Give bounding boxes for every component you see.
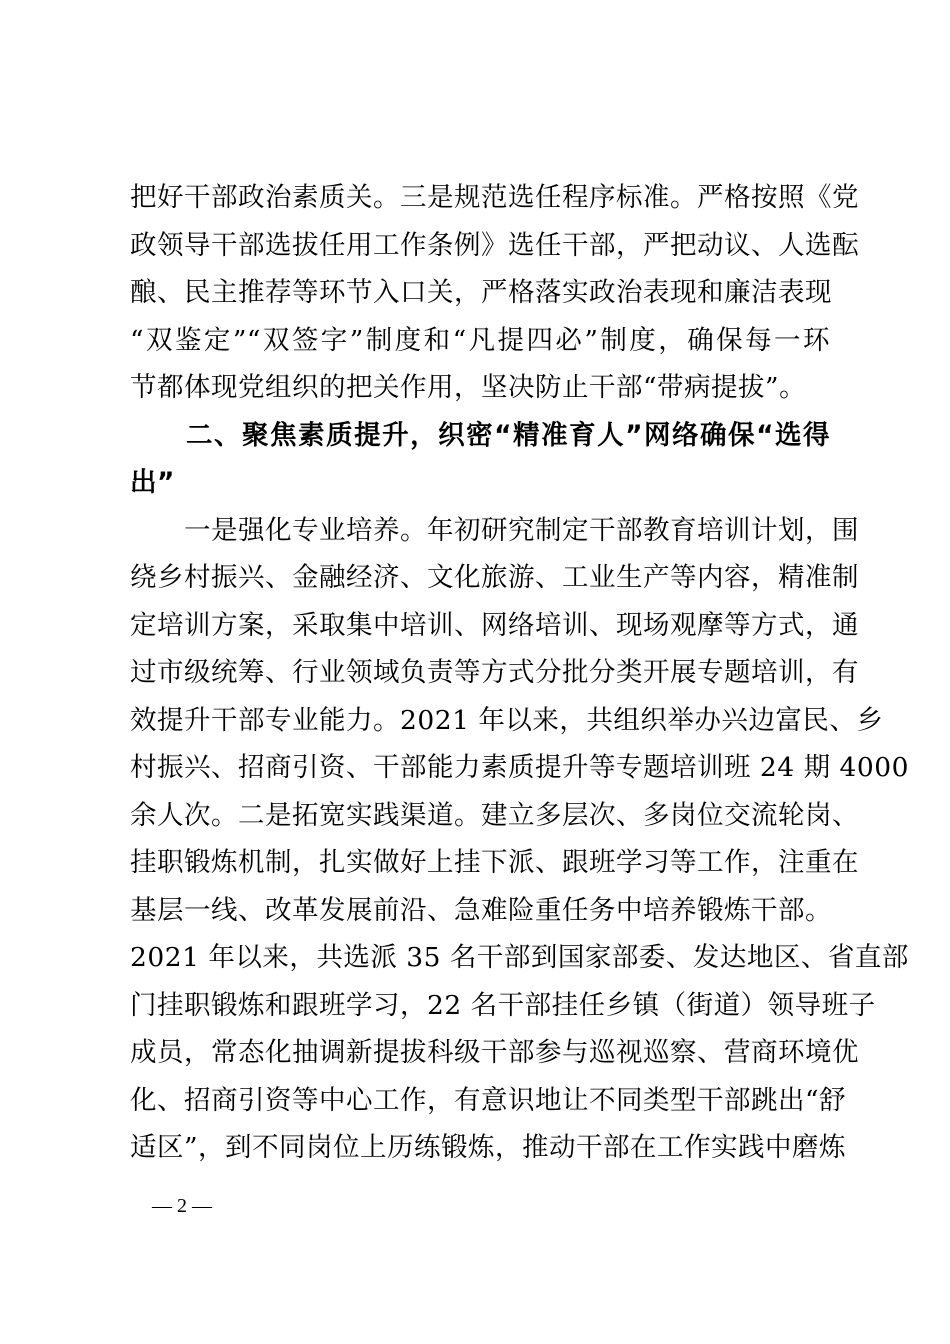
paragraph-line: 定培训方案，采取集中培训、网络培训、现场观摩等方式，通 — [130, 609, 859, 641]
paragraph-line: 过市级统筹、行业领域负责等方式分批分类开展专题培训，有 — [130, 657, 859, 688]
paragraph-line: 基层一线、改革发展前沿、急难险重任务中培养锻炼干部。 — [130, 894, 832, 926]
paragraph-line: 余人次。二是拓宽实践渠道。建立多层次、多岗位交流轮岗、 — [130, 799, 859, 831]
section-heading: 二、聚焦素质提升，织密“精准育人”网络确保“选得 — [130, 419, 830, 451]
paragraph-line: 酿、民主推荐等环节入口关，严格落实政治表现和廉洁表现 — [130, 277, 832, 308]
paragraph-line: “双鉴定”“双签字”制度和“凡提四必”制度，确保每一环 — [130, 324, 830, 356]
paragraph-line: 适区”，到不同岗位上历练锻炼，推动干部在工作实践中磨炼 — [130, 1132, 847, 1163]
paragraph-line: 节都体现党组织的把关作用，坚决防止干部“带病提拔”。 — [130, 372, 807, 403]
paragraph-line: 化、招商引资等中心工作，有意识地让不同类型干部跳出“舒 — [130, 1084, 847, 1116]
page-number: — 2 — — [152, 1195, 212, 1217]
paragraph-line: 门挂职锻炼和跟班学习，22 名干部挂任乡镇（街道）领导班子 — [130, 989, 876, 1021]
paragraph-line: 村振兴、招商引资、干部能力素质提升等专题培训班 24 期 4000 — [130, 752, 909, 783]
paragraph-line: 政领导干部选拔任用工作条例》选任干部，严把动议、人选酝 — [130, 229, 859, 261]
paragraph-line: 一是强化专业培养。年初研究制定干部教育培训计划，围 — [130, 514, 859, 546]
paragraph-line: 绕乡村振兴、金融经济、文化旅游、工业生产等内容，精准制 — [130, 562, 859, 593]
paragraph-line: 2021 年以来，共选派 35 名干部到国家部委、发达地区、省直部 — [130, 942, 909, 973]
section-heading: 出” — [130, 467, 175, 498]
paragraph-line: 成员，常态化抽调新提拔科级干部参与巡视巡察、营商环境优 — [130, 1037, 859, 1068]
paragraph-line: 挂职锻炼机制，扎实做好上挂下派、跟班学习等工作，注重在 — [130, 847, 859, 878]
paragraph-line: 把好干部政治素质关。三是规范选任程序标准。严格按照《党 — [130, 182, 859, 213]
paragraph-line: 效提升干部专业能力。2021 年以来，共组织举办兴边富民、乡 — [130, 704, 884, 736]
